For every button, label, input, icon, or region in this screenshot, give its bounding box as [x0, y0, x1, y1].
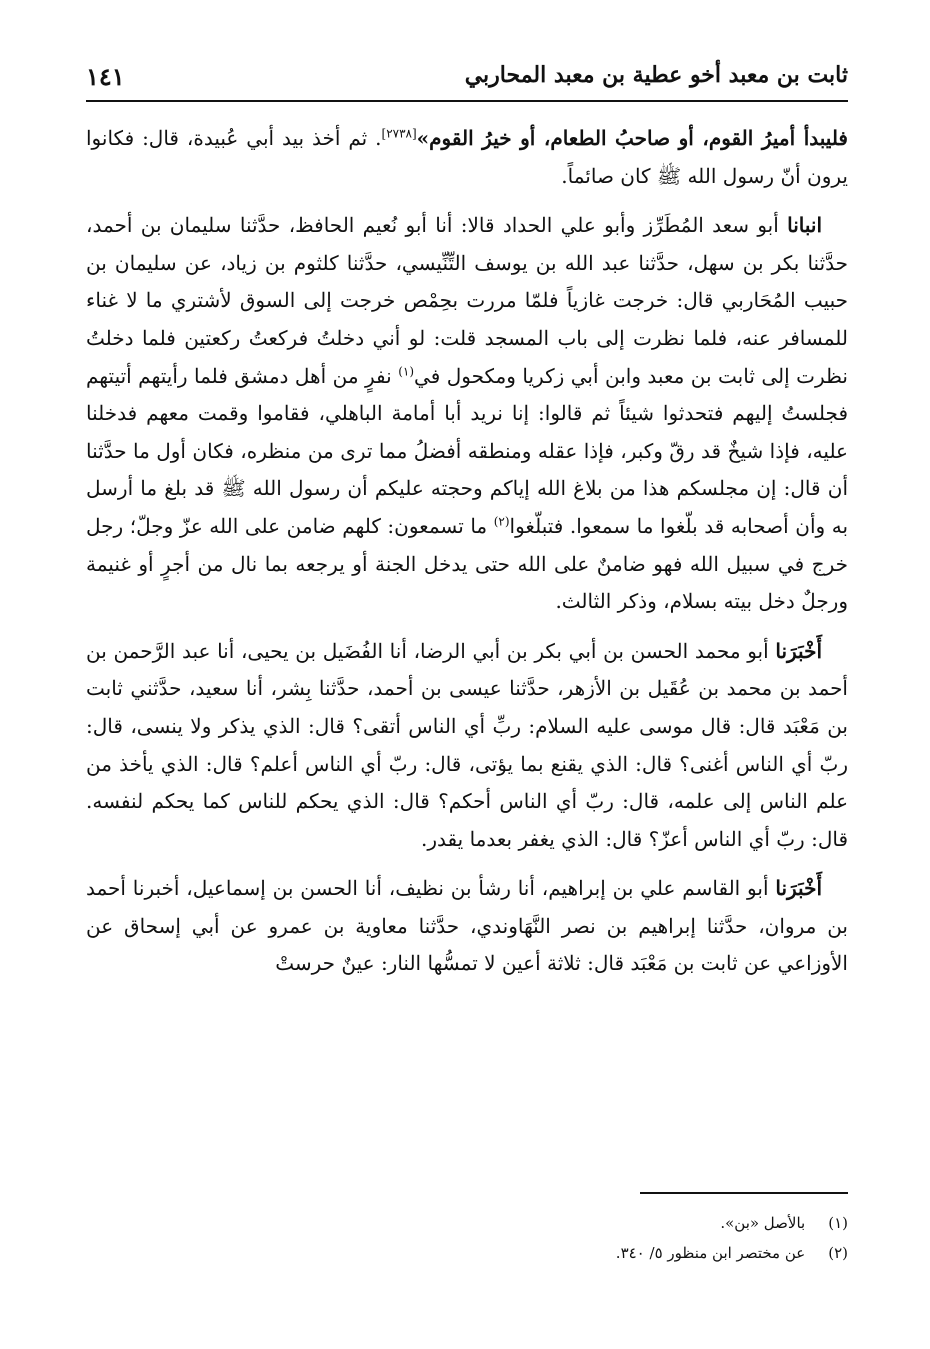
paragraph-text: أبو محمد الحسن بن أبي بكر بن أبي الرضا، أنا الفُضَيل بن يحيى، أنا عبد الرَّحمن بن أحمد بن محمد بن عُقَيل بن الأزهر، حدَّثنا عيسى بن أحمد، حدَّثنا بِشر، أنا سعيد، حدَّثني ثابت بن مَعْبَد قال: قال موسى عليه السلام: ربِّ أي الناس أتقى؟ قال: الذي يذكر ولا ينسى، قال: ربّ أي الناس أغنى؟ قال: الذي يقنع بما يؤتى، قال: ربّ أي الناس أعلم؟ قال: الذي يأخذ من علم الناس إلى علمه، قال: ربّ أي الناس أحكم؟ قال: الذي يحكم للناس كما يحكم لنفسه. قال: ربّ أي الناس أعزّ؟ قال: الذي يغفر بعدما يقدر. [86, 638, 849, 851]
paragraph-text: نفرٍ من أهل دمشق فلما رأيتهم أتيتهم فجلستُ إليهم فتحدثوا شيئاً ثم قالوا: إنا نريد أبا أمامة الباهلي، فقاموا وقمت معهم فدخلنا عليه، فإذا شيخٌ قد رقّ وكبر، فإذا عقله ومنطقه أفضلُ مما ترى من منظره، فكان أول ما حدَّثنا أن قال: إن مجلسكم هذا من بلاغ الله إياكم وحجته عليكم أن رسول الله ﷺ قد بلغ ما أرسل به وأن أصحابه قد بلّغوا ما سمعوا. فتبلّغوا [86, 363, 849, 538]
main-text [86, 120, 848, 995]
footnote-ref-1: (١) [398, 363, 415, 378]
paragraph-1 [86, 120, 848, 195]
paragraph-4 [86, 870, 848, 983]
paragraph-text: ما تسمعون: كلهم ضامن على الله عزّ وجلّ؛ رجل خرج في سبيل الله فهو ضامنٌ على الله حتى يدخل الجنة أو يرجعه بما نال من أجرٍ أو غنيمة ورجلٌ دخل بيته بسلام، وذكر الثالث. [86, 513, 848, 614]
paragraph-lead-word: أَخْبَرَنا [775, 638, 823, 663]
footnote-text: عن مختصر ابن منظور ٥/ ٣٤٠. [615, 1244, 806, 1262]
footnote-number: (٢) [828, 1244, 848, 1262]
footnote-number: (١) [828, 1214, 848, 1232]
hadith-reference-number: [٢٧٣٨] [381, 126, 417, 141]
footnotes [86, 1208, 848, 1268]
paragraph-lead-word: انبانا [787, 213, 823, 238]
page-header [86, 52, 848, 102]
footnote-ref-2: (٢) [493, 514, 510, 529]
hadith-quote: فليبدأ أميرُ القوم، أو صاحبُ الطعام، أو خيرُ القوم» [416, 126, 848, 150]
paragraph-3 [86, 633, 848, 859]
running-title: ثابت بن معبد أخو عطية بن معبد المحاربي [464, 62, 848, 88]
paragraph-lead-word: أَخْبَرَنا [775, 876, 822, 901]
paragraph-text: . ثم أخذ بيد أبي عُبيدة، قال: فكانوا يرون أنّ رسول الله ﷺ كان صائماً. [86, 126, 848, 188]
paragraph-2 [86, 207, 848, 621]
page-number: ١٤١ [86, 62, 125, 91]
footnote-text: بالأصل «بن». [720, 1214, 806, 1232]
paragraph-text: أبو القاسم علي بن إبراهيم، أنا رشأ بن نظيف، أنا الحسن بن إسماعيل، أخبرنا أحمد بن مروان، حدَّثنا إبراهيم بن نصر النَّهَاوندي، حدَّثنا معاوية بن عمرو عن أبي إسحاق عن الأوزاعي عن ثابت بن مَعْبَد قال: ثلاثة أعين لا تمسُّها النار: عينٌ حرستْ [86, 876, 849, 976]
footnote-divider [640, 1192, 848, 1194]
footnote-1 [86, 1208, 848, 1238]
footnote-2 [86, 1238, 848, 1268]
paragraph-text: أبو سعد المُطَرِّز وأبو علي الحداد قالا: أنا أبو نُعيم الحافظ، حدَّثنا سليمان بن أحمد، حدَّثنا بكر بن سهل، حدَّثنا عبد الله بن يوسف التِّنِّيسي، حدَّثنا كلثوم بن زياد، عن سليمان بن حبيب المُحَاربي قال: خرجت غازياً فلمّا مررت بحِمْص خرجت إلى السوق لأشتري ما لا غناء للمسافر عنه، فلما نظرت إلى باب المسجد قلت: لو أني دخلتُ فركعتُ ركعتين فلما دخلتُ نظرت إلى ثابت بن معبد وابن أبي زكريا ومكحول في [86, 213, 848, 388]
